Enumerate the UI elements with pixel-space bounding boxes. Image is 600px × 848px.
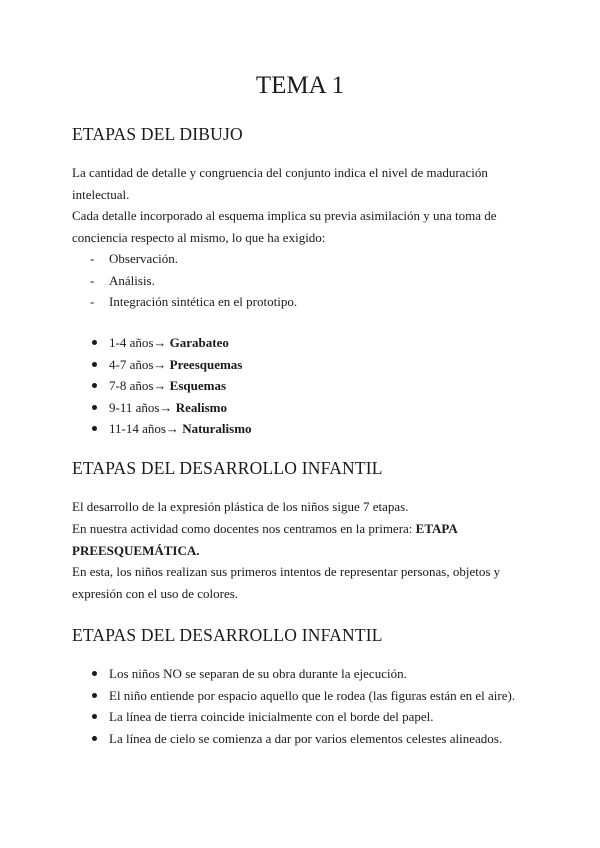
section-heading-desarrollo-infantil: ETAPAS DEL DESARROLLO INFANTIL	[72, 458, 383, 478]
list-item: 1-4 años→ Garabateo	[72, 332, 532, 354]
list-item: La línea de tierra coincide inicialmente con el borde del papel.	[72, 706, 532, 728]
bullet-icon	[92, 383, 97, 388]
list-item: 9-11 años→ Realismo	[72, 397, 532, 419]
bullet-icon	[92, 714, 97, 719]
bullet-icon	[92, 693, 97, 698]
list-item: 7-8 años→ Esquemas	[72, 375, 532, 397]
paragraph-siete-etapas: El desarrollo de la expresión plástica de los niños sigue 7 etapas.	[72, 499, 409, 514]
dash-marker: -	[90, 294, 95, 309]
section-heading-desarrollo-infantil-2: ETAPAS DEL DESARROLLO INFANTIL	[72, 625, 383, 645]
list-item: La línea de cielo se comienza a dar por varios elementos celestes alineados.	[72, 728, 532, 750]
paragraph-maduracion: La cantidad de detalle y congruencia del conjunto indica el nivel de maduración intelectual.	[72, 165, 488, 202]
dash-marker: -	[90, 272, 95, 288]
list-item: 11-14 años→ Naturalismo	[72, 418, 532, 440]
list-item: Los niños NO se separan de su obra durante la ejecución.	[72, 663, 532, 685]
bullet-icon	[92, 362, 97, 367]
list-item: - Análisis.	[72, 270, 532, 292]
list-item: - Integración sintética en el prototipo.	[72, 291, 532, 313]
bullet-icon	[92, 671, 97, 676]
etapa-preesquematica: ETAPA PREESQUEMÁTICA.	[72, 521, 458, 558]
stages-list	[72, 332, 532, 440]
page-title: TEMA 1	[255, 72, 345, 99]
paragraph-primeros-intentos: En esta, los niños realizan sus primeros intentos de representar personas, objetos y expresión con el uso de colores.	[72, 564, 501, 601]
dash-marker: -	[90, 251, 95, 266]
paragraph-docentes: En nuestra actividad como docentes nos centramos en la primera: ETAPA PREESQUEMÁTICA.	[72, 521, 458, 558]
bullet-icon	[92, 405, 97, 410]
bullet-icon	[92, 426, 97, 431]
bullet-icon	[92, 340, 97, 345]
list-item: - Observación.	[72, 248, 532, 270]
bullet-icon	[92, 736, 97, 741]
features-list	[72, 663, 532, 749]
dash-list	[72, 248, 532, 313]
list-item: 4-7 años→ Preesquemas	[72, 354, 532, 376]
paragraph-detalle: Cada detalle incorporado al esquema implica su previa asimilación y una toma de conciencia respecto al mismo, lo que ha exigido:	[72, 208, 497, 245]
section-heading-etapas-dibujo: ETAPAS DEL DIBUJO	[72, 124, 243, 144]
list-item: El niño entiende por espacio aquello que le rodea (las figuras están en el aire).	[72, 685, 532, 707]
